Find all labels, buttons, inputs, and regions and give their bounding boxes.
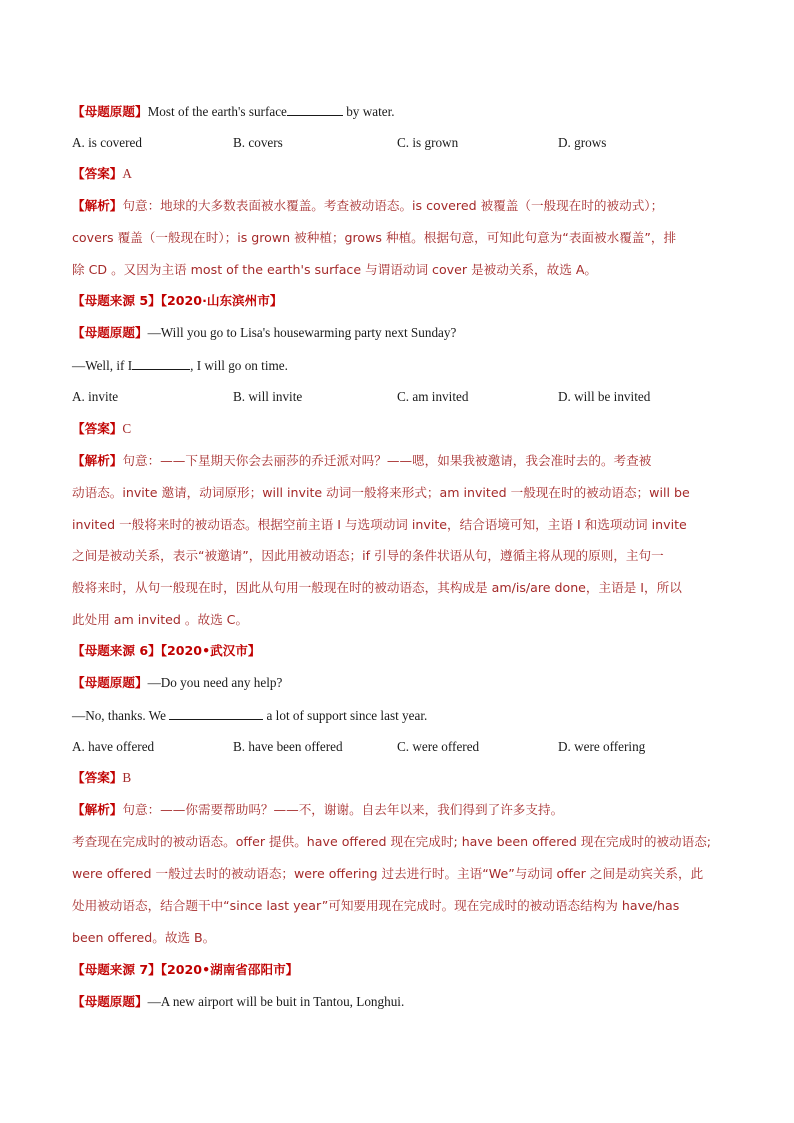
q5-options	[72, 388, 722, 406]
q6-analysis-line-1	[72, 801, 722, 819]
q5-source-value: 【2020·山东滨州市】	[160, 293, 283, 308]
q6-answer	[72, 769, 722, 787]
q5-option-c: C. am invited	[397, 389, 469, 404]
q4-blank	[287, 102, 343, 116]
q5-stem-2-before: —Well, if I	[72, 358, 133, 373]
q5-stem-2	[72, 356, 722, 374]
q5-blank	[132, 356, 190, 370]
q6-option-c: C. were offered	[397, 739, 480, 754]
q5-stem-1	[72, 324, 722, 342]
q5-option-a: A. invite	[72, 389, 119, 404]
q6-source	[72, 642, 722, 660]
q7-source-value: 【2020•湖南省邵阳市】	[160, 962, 299, 977]
q4-option-d: D. grows	[558, 135, 607, 150]
q6-stem-2-before: —No, thanks. We	[72, 708, 170, 723]
q5-analysis-line-4: 之间是被动关系，表示“被邀请”，因此用被动语态；if 引导的条件状语从句，遵循主将从现的原则，主句一	[72, 548, 664, 563]
q5-stem-2-after: , I will go on time.	[190, 358, 288, 373]
q7-stem-1-text: —A new airport will be buit in Tantou, Longhui.	[147, 994, 405, 1009]
q4-analysis-text-1: 句意：地球的大多数表面被水覆盖。考查被动语态。is covered 被覆盖（一般现在时的被动式）；	[122, 198, 664, 213]
q5-analysis-line-1	[72, 452, 722, 470]
q4-option-c: C. is grown	[397, 135, 459, 150]
q6-answer-tag: 【答案】	[72, 770, 123, 785]
q5-source-tag: 【母题来源 5】	[72, 293, 161, 308]
q4-tag: 【母题原题】	[72, 104, 148, 119]
q6-analysis-tag: 【解析】	[72, 802, 123, 817]
q4-stem-after: by water.	[342, 104, 395, 119]
q6-option-a: A. have offered	[72, 739, 155, 754]
q5-analysis-line-6: 此处用 am invited 。故选 C。	[72, 612, 249, 627]
q5-analysis-text-1: 句意：——下星期天你会去丽莎的乔迁派对吗？——嗯，如果我被邀请，我会准时去的。考查被	[122, 453, 652, 468]
q6-analysis-line-5: been offered。故选 B。	[72, 930, 216, 945]
q7-tag: 【母题原题】	[72, 994, 148, 1009]
q5-tag: 【母题原题】	[72, 325, 148, 340]
q6-analysis-text-1: 句意：——你需要帮助吗？——不，谢谢。自去年以来，我们得到了许多支持。	[122, 802, 564, 817]
q6-analysis-line-4: 处用被动语态，结合题干中“since last year”可知要用现在完成时。现在完成时的被动语态结构为 have/has	[72, 898, 680, 913]
q6-options	[72, 738, 722, 756]
q7-stem-1	[72, 993, 722, 1011]
q6-source-tag: 【母题来源 6】	[72, 643, 161, 658]
q6-option-d: D. were offering	[558, 739, 646, 754]
q4-analysis-line-2: covers 覆盖（一般现在时）；is grown 被种植；grows 种植。根据句意，可知此句意为“表面被水覆盖”，排	[72, 230, 677, 245]
q5-analysis-line-2: 动语态。invite 邀请，动词原形；will invite 动词一般将来形式；am invited 一般现在时的被动语态；will be	[72, 485, 690, 500]
q5-answer-value: C	[122, 421, 132, 436]
q6-analysis-line-2: 考查现在完成时的被动语态。offer 提供。have offered 现在完成时; have been offered 现在完成时的被动语态;	[72, 834, 712, 849]
q4-stem-before: Most of the earth's surface	[147, 104, 287, 119]
q4-stem	[72, 102, 722, 120]
q4-answer-value: A	[122, 166, 132, 181]
q6-blank	[169, 706, 263, 720]
q5-analysis-line-5: 般将来时，从句一般现在时，因此从句用一般现在时的被动语态，其构成是 am/is/are done，主语是 I，所以	[72, 580, 682, 595]
q6-tag: 【母题原题】	[72, 675, 148, 690]
q6-stem-1	[72, 674, 722, 692]
q7-source-tag: 【母题来源 7】	[72, 962, 161, 977]
q4-analysis-tag: 【解析】	[72, 198, 123, 213]
q4-answer	[72, 165, 722, 183]
q5-option-b: B. will invite	[233, 389, 303, 404]
q5-source	[72, 292, 722, 310]
q4-option-a: A. is covered	[72, 135, 142, 150]
q5-analysis-tag: 【解析】	[72, 453, 123, 468]
q6-stem-2-after: a lot of support since last year.	[263, 708, 428, 723]
q5-answer	[72, 420, 722, 438]
q4-options	[72, 134, 722, 152]
q6-stem-2	[72, 706, 722, 724]
q6-stem-1-text: —Do you need any help?	[147, 675, 283, 690]
q5-option-d: D. will be invited	[558, 389, 651, 404]
q6-answer-value: B	[122, 770, 132, 785]
q5-analysis-line-3: invited 一般将来时的被动语态。根据空前主语 I 与选项动词 invite，结合语境可知，主语 I 和选项动词 invite	[72, 517, 687, 532]
q4-option-b: B. covers	[233, 135, 283, 150]
q4-analysis-line-1	[72, 197, 722, 215]
q6-option-b: B. have been offered	[233, 739, 343, 754]
q5-answer-tag: 【答案】	[72, 421, 123, 436]
q7-source	[72, 961, 722, 979]
q6-source-value: 【2020•武汉市】	[160, 643, 261, 658]
q4-answer-tag: 【答案】	[72, 166, 123, 181]
q5-stem-1-text: —Will you go to Lisa's housewarming party next Sunday?	[147, 325, 457, 340]
q6-analysis-line-3: were offered 一般过去时的被动语态；were offering 过去进行时。主语“We”与动词 offer 之间是动宾关系，此	[72, 866, 704, 881]
q4-analysis-line-3: 除 CD 。又因为主语 most of the earth's surface 与谓语动词 cover 是被动关系，故选 A。	[72, 262, 598, 277]
